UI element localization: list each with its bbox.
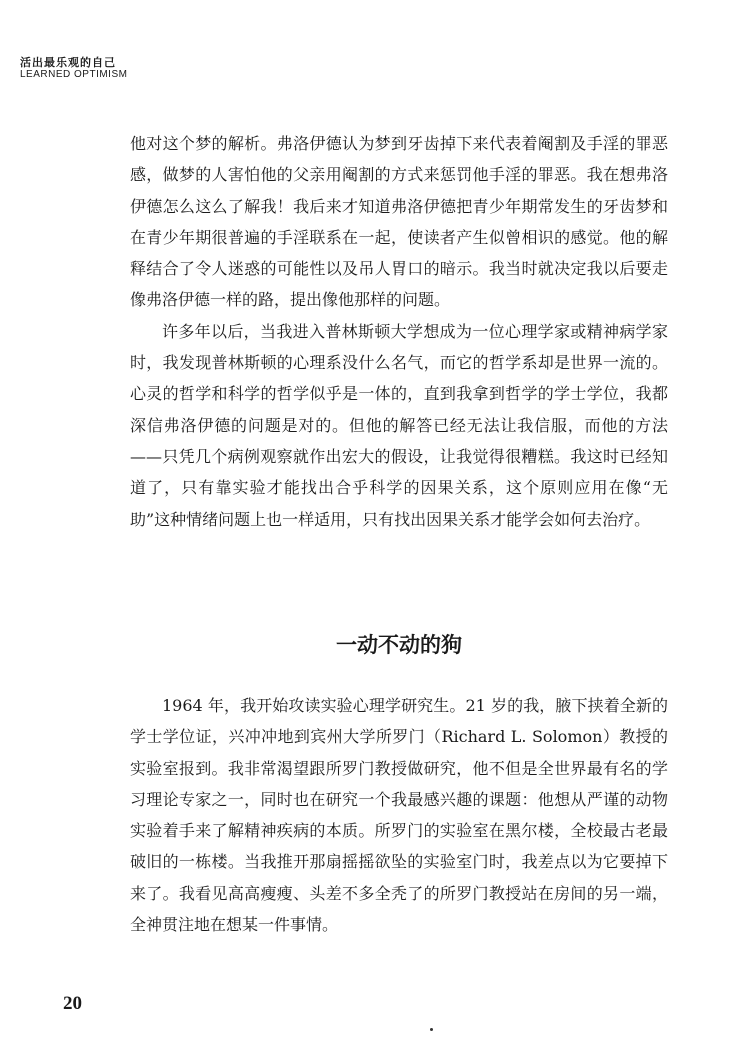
page-number: 20 <box>63 993 82 1014</box>
paragraph: 他对这个梦的解析。弗洛伊德认为梦到牙齿掉下来代表着阉割及手淫的罪恶感，做梦的人害怕他的父亲用阉割的方式来惩罚他手淫的罪恶。我在想弗洛伊德怎么这么了解我！我后来才知道弗洛伊德把青少年期常发生的牙齿梦和在青少年期很普遍的手淫联系在一起，使读者产生似曾相识的感觉。他的解释结合了令人迷惑的可能性以及吊人胃口的暗示。我当时就决定我以后要走像弗洛伊德一样的路，提出像他那样的问题。 <box>130 134 668 310</box>
section-title: 一动不动的狗 <box>336 633 462 657</box>
running-header <box>20 56 220 81</box>
paragraph: 1964 年，我开始攻读实验心理学研究生。21 岁的我，腋下挟着全新的学士学位证，兴冲冲地到宾州大学所罗门（Richard L. Solomon）教授的实验室报到。我非常渴望跟所罗门教授做研究，他不但是全世界最有名的学习理论专家之一，同时也在研究一个我最感兴趣的课题：他想从严谨的动物实验着手来了解精神疾病的本质。所罗门的实验室在黑尔楼，全校最古老最破旧的一栋楼。当我推开那扇摇摇欲坠的实验室门时，我差点以为它要掉下来了。我看见高高瘦瘦、头差不多全秃了的所罗门教授站在房间的另一端，全神贯注地在想某一件事情。 <box>130 696 668 935</box>
paragraph: 许多年以后，当我进入普林斯顿大学想成为一位心理学家或精神病学家时，我发现普林斯顿的心理系没什么名气，而它的哲学系却是世界一流的。心灵的哲学和科学的哲学似乎是一体的，直到我拿到哲学的学士学位，我都深信弗洛伊德的问题是对的。但他的解答已经无法让我信服，而他的方法——只凭几个病例观察就作出宏大的假设，让我觉得很糟糕。我这时已经知道了，只有靠实验才能找出合乎科学的因果关系，这个原则应用在像“无助”这种情绪问题上也一样适用，只有找出因果关系才能学会如何去治疗。 <box>130 321 668 529</box>
running-header-title-en: LEARNED OPTIMISM <box>20 69 128 80</box>
body-text-lower <box>130 690 668 940</box>
body-text-upper <box>130 128 668 535</box>
running-header-title-cn: 活出最乐观的自己 <box>20 56 116 69</box>
scan-speck <box>430 1028 433 1031</box>
